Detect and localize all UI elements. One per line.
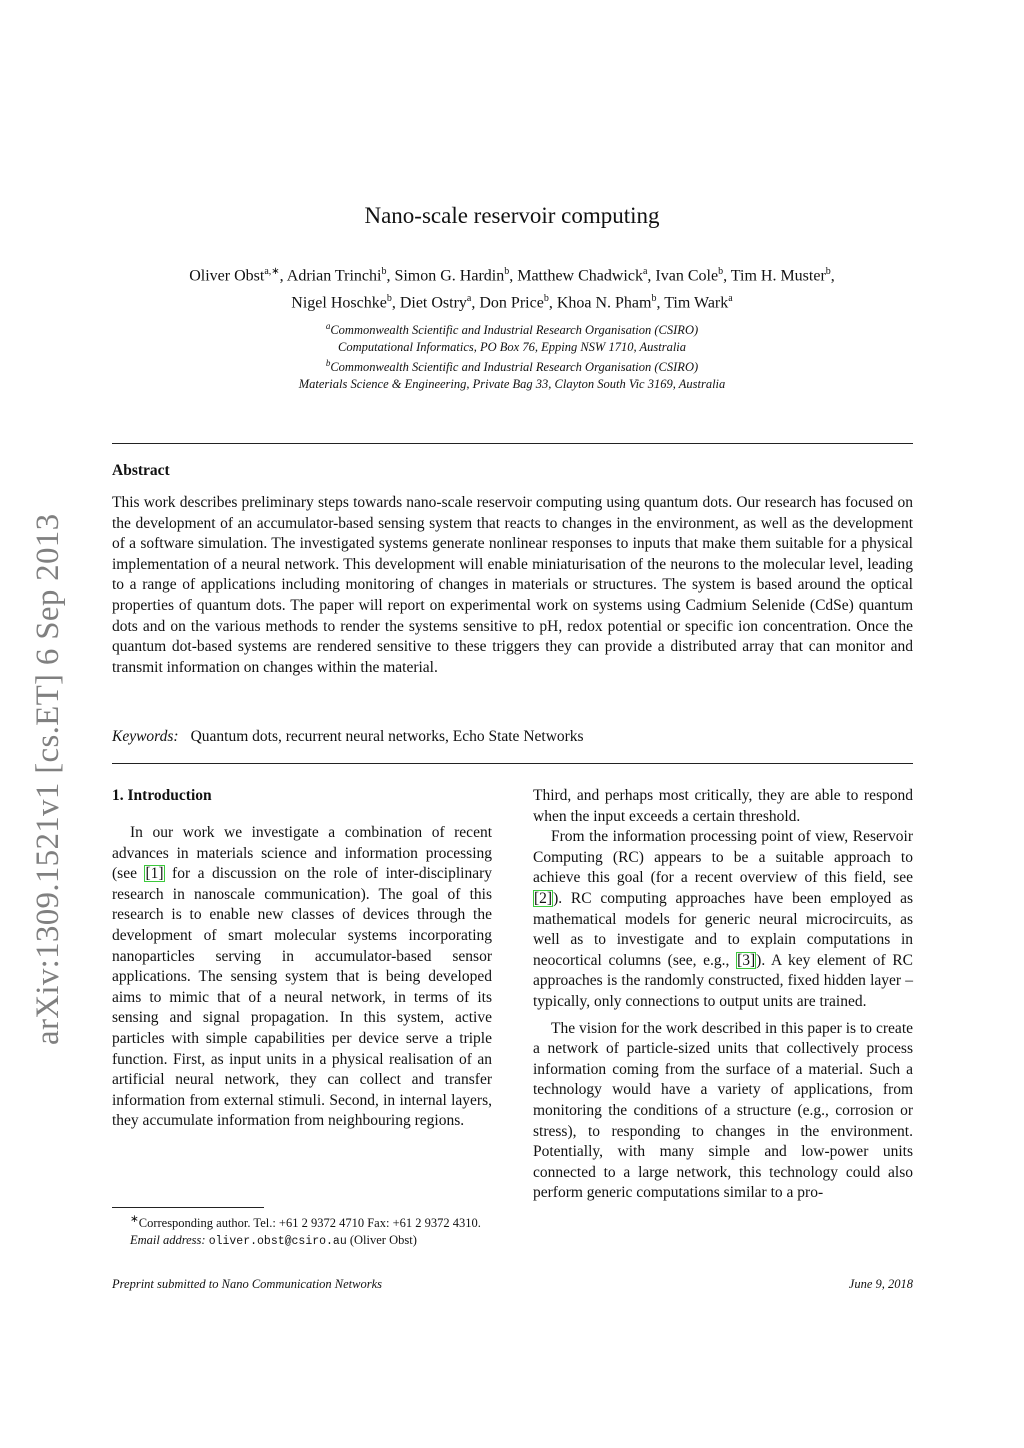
author-name: Simon G. Hardin [394, 267, 505, 285]
author-list [112, 260, 912, 315]
paper-title: Nano-scale reservoir computing [364, 203, 660, 228]
author-separator: , [830, 267, 835, 285]
affiliation-text: Commonwealth Scientific and Industrial Research Organisation (CSIRO) [330, 323, 699, 338]
citation-link[interactable]: [2] [534, 889, 553, 907]
footnote [112, 1212, 492, 1250]
author-separator: , [548, 294, 557, 312]
author-affiliation-marker: b [386, 293, 392, 305]
affiliation-marker: b [325, 358, 331, 369]
author-separator: , [509, 267, 518, 285]
author-affiliation-marker: a [728, 293, 733, 305]
keywords [112, 728, 913, 746]
footer-date: June 9, 2018 [848, 1277, 913, 1291]
affiliation-a [112, 318, 912, 339]
author-line-1 [112, 260, 912, 287]
abstract-heading: Abstract [112, 462, 170, 479]
author-separator: , [386, 267, 395, 285]
author-affiliation-marker: a,∗ [264, 266, 280, 277]
author-affiliation-marker: b [381, 266, 387, 277]
author-affiliation-marker: a [642, 266, 648, 277]
footnote-text: Corresponding author. Tel.: +61 2 9372 4710 Fax: +61 2 9372 4310. [138, 1216, 481, 1231]
author-name: Oliver Obst [189, 267, 265, 285]
affiliations [112, 318, 912, 392]
footnote-marker: ∗ [130, 1214, 139, 1225]
author-name: Tim H. Muster [730, 267, 826, 285]
intro-paragraph-3: The vision for the work described in this paper is to create a network of particle-sized units that collectively process information coming from the surface of a material. Such a technology would have a variety of applications, from monitoring the conditions of a structure (e.g., corrosion or stress), to responding to changes in the environment. Potentially, with many simple and low-power units connected to a large network, this technology could also perform generic computations similar to a pro- [533, 1019, 913, 1202]
author-name: Ivan Cole [655, 267, 719, 285]
intro-paragraph-1-continued: Third, and perhaps most critically, they are able to respond when the input exceeds a certain threshold. [533, 787, 913, 825]
author-separator: , [391, 294, 400, 312]
citation-link[interactable]: [3] [737, 951, 756, 969]
email-link[interactable]: oliver.obst@csiro.au [208, 1234, 347, 1248]
author-name: Don Price [479, 294, 544, 312]
author-separator: , [279, 267, 287, 285]
right-column [533, 786, 913, 1204]
affiliation-marker: a [325, 321, 331, 331]
abstract-text: This work describes preliminary steps towards nano-scale reservoir computing using quantum dots. Our research has focused on the development of an accumulator-based sensing system that reacts to changes in the environment, as well as the development of a software simulation. The investigated systems generate nonlinear responses to inputs that make them suitable for a physical implementation of a neural network. This development will enable miniaturisation of the neurons to the molecular level, leading to a range of applications including monitoring of changes in materials or structures. The system is based around the optical properties of quantum dots. The paper will report on experimental work on systems using Cadmium Selenide (CdSe) quantum dots and on the various methods to render the systems sensitive to pH, redox potential or specific ion concentration. Once the quantum dot-based systems are rendered sensitive to these triggers they can provide a distributed array that can monitor and transmit information on changes within the material. [112, 494, 913, 676]
intro-paragraph-2 [533, 827, 913, 1012]
author-affiliation-marker: b [504, 266, 510, 277]
citation-link[interactable]: [1] [145, 865, 164, 883]
email-owner: (Oliver Obst) [349, 1232, 417, 1247]
footer-preprint-note: Preprint submitted to Nano Communication Networks [112, 1277, 383, 1291]
keywords-label: Keywords: [112, 728, 179, 745]
author-name: Matthew Chadwick [517, 267, 643, 285]
author-name: Tim Wark [664, 294, 729, 312]
author-affiliation-marker: b [543, 293, 549, 305]
keywords-text: Quantum dots, recurrent neural networks, Echo State Networks [190, 728, 584, 745]
author-affiliation-marker: a [466, 293, 472, 305]
section-heading: 1. Introduction [112, 787, 212, 804]
affiliation-address: Computational Informatics, PO Box 76, Epping NSW 1710, Australia [337, 339, 687, 354]
author-name: Nigel Hoschke [291, 294, 387, 312]
author-separator: , [647, 267, 656, 285]
footnote-corresponding [112, 1212, 492, 1232]
footnote-rule [112, 1207, 264, 1208]
affiliation-b [112, 355, 912, 376]
author-name: Khoa N. Pham [556, 294, 652, 312]
paragraph-text: ). A key element of RC approaches is the randomly constructed, fixed hidden layer – typically, only connections to output units are trained. [533, 951, 913, 1010]
abstract-top-rule [112, 443, 913, 444]
author-line-2 [112, 287, 912, 314]
author-affiliation-marker: b [825, 266, 831, 277]
author-separator: , [656, 294, 665, 312]
paragraph-text: ). RC computing approaches have been employed as mathematical models for generic neural microcircuits, as well as to investigate and to explain computations in neocortical columns (see, e.g., [533, 889, 913, 969]
paragraph-text: In our work we investigate a combination of recent advances in materials science and information processing (see [112, 824, 492, 883]
intro-paragraph-1 [112, 823, 492, 1132]
arxiv-identifier: arXiv:1309.1521v1 [cs.ET] 6 Sep 2013 [30, 513, 66, 1045]
affiliation-address: Materials Science & Engineering, Private Bag 33, Clayton South Vic 3169, Australia [298, 376, 726, 391]
abstract-bottom-rule [112, 763, 913, 764]
affiliation-text: Commonwealth Scientific and Industrial Research Organisation (CSIRO) [330, 360, 699, 375]
author-affiliation-marker: b [718, 266, 724, 277]
author-affiliation-marker: b [651, 293, 657, 305]
footnote-email [112, 1232, 492, 1251]
author-separator: , [471, 294, 480, 312]
paragraph-text: for a discussion on the role of inter-disciplinary research in nanoscale communication). The goal of this research is to enable new classes of devices through the development of smart molecular systems incorporating nanoparticles serving in accumulator-based sensor applications. The sensing system that is being developed aims to mimic that of a neural network, in terms of its sensing and signal propagation. In this system, active particles with simple capabilities per device serve a triple function. First, as input units in a physical realisation of an artificial neural network, they can collect and transfer information from external stimuli. Second, in internal layers, they accumulate information from neighbouring regions. [112, 865, 493, 1130]
author-name: Adrian Trinchi [286, 267, 382, 285]
email-label: Email address: [130, 1232, 206, 1247]
author-name: Diet Ostry [399, 294, 467, 312]
author-separator: , [723, 267, 731, 285]
left-column [112, 786, 492, 1132]
paragraph-text: From the information processing point of view, Reservoir Computing (RC) appears to be a suitable approach to achieve this goal (for a recent overview of this field, see [533, 828, 913, 887]
